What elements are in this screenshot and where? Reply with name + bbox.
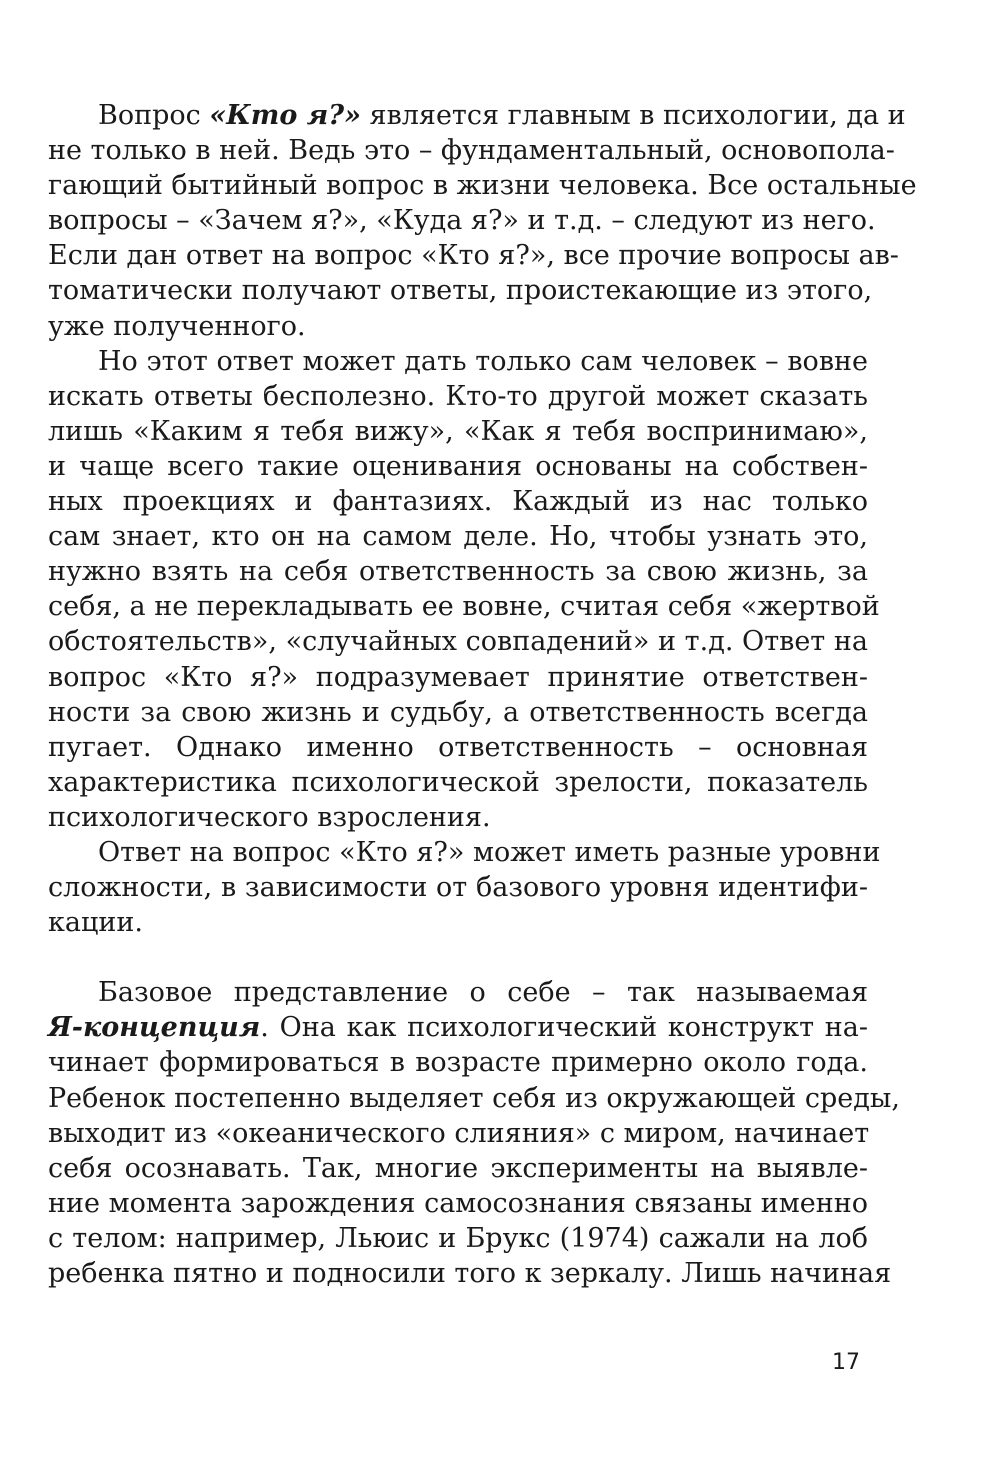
- text-segment: ных проекциях и фантазиях. Каждый из нас только: [48, 486, 868, 518]
- text-segment: Ребенок постепенно выделяет себя из окружающей среды,: [48, 1082, 900, 1114]
- text-line: [48, 133, 895, 168]
- text-segment: пугает. Однако именно ответственность – основная: [48, 731, 868, 763]
- paragraph: [48, 835, 881, 940]
- text-segment: кации.: [48, 907, 143, 939]
- text-line: [48, 1186, 868, 1221]
- text-segment: Если дан ответ на вопрос «Кто я?», все прочие вопросы ав-: [48, 240, 899, 272]
- text-segment: и чаще всего такие оценивания основаны на собствен-: [48, 450, 868, 482]
- text-line: [48, 1081, 900, 1116]
- text-line: [48, 695, 868, 730]
- text-segment: ние момента зарождения самосознания связаны именно: [48, 1187, 868, 1219]
- text-line: [48, 1151, 868, 1186]
- text-line: [48, 519, 868, 554]
- text-segment: томатически получают ответы, проистекающие из этого,: [48, 275, 873, 307]
- text-segment: с телом: например, Льюис и Брукс (1974) сажали на лоб: [48, 1222, 868, 1254]
- text-segment: ности за свою жизнь и судьбу, а ответственность всегда: [48, 696, 868, 728]
- text-line: [48, 238, 899, 273]
- text-line: [48, 379, 868, 414]
- text-segment: психологического взросления.: [48, 801, 491, 833]
- text-line: [48, 344, 868, 379]
- text-segment: Вопрос: [98, 100, 210, 131]
- text-line: [48, 98, 906, 133]
- text-segment: гающий бытийный вопрос в жизни человека. Все остальные: [48, 170, 917, 202]
- text-segment: Базовое представление о себе – так называемая: [98, 977, 868, 1009]
- text-line: [48, 484, 868, 519]
- text-segment: выходит из «океанического слияния» с миром, начинает: [48, 1117, 870, 1149]
- text-line: [48, 800, 868, 835]
- text-line: [48, 975, 868, 1010]
- paragraph: [48, 344, 880, 835]
- text-segment: является главным в психологии, да и: [360, 100, 906, 131]
- page-number: 17: [832, 1350, 860, 1375]
- text-segment: вопрос «Кто я?» подразумевает принятие ответствен-: [48, 661, 868, 693]
- paragraph: [48, 975, 900, 1291]
- text-line: [48, 414, 868, 449]
- text-line: [48, 624, 868, 659]
- paragraph-gap: [48, 940, 868, 975]
- text-line: [48, 589, 880, 624]
- emphasized-term: Я-концепция: [48, 1012, 261, 1044]
- text-segment: Ответ на вопрос «Кто я?» может иметь разные уровни: [98, 836, 881, 868]
- text-segment: ребенка пятно и подносили того к зеркалу. Лишь начиная: [48, 1258, 892, 1289]
- text-segment: не только в ней. Ведь это – фундаментальный, основопола-: [48, 135, 895, 167]
- text-line: [48, 1045, 868, 1080]
- text-segment: лишь «Каким я тебя вижу», «Как я тебя воспринимаю»,: [48, 415, 868, 447]
- text-line: [48, 835, 881, 870]
- text-line: [48, 273, 873, 308]
- text-line: [48, 1221, 868, 1256]
- paragraph: [48, 98, 917, 344]
- text-segment: сложности, в зависимости от базового уровня идентифи-: [48, 872, 868, 904]
- text-line: [48, 309, 868, 344]
- text-line: [48, 905, 868, 940]
- text-segment: обстоятельств», «случайных совпадений» и т.д. Ответ на: [48, 626, 868, 658]
- emphasized-term: «Кто я?»: [209, 100, 361, 131]
- text-segment: себя осознавать. Так, многие эксперименты на выявле-: [48, 1152, 868, 1184]
- text-segment: вопросы – «Зачем я?», «Куда я?» и т.д. – следуют из него.: [48, 205, 876, 237]
- text-line: [48, 730, 868, 765]
- text-segment: искать ответы бесполезно. Кто-то другой может сказать: [48, 380, 868, 412]
- text-segment: сам знает, кто он на самом деле. Но, чтобы узнать это,: [48, 521, 868, 553]
- text-line: [48, 554, 868, 589]
- text-line: [48, 1010, 868, 1045]
- text-line: [48, 1116, 868, 1151]
- text-line: [48, 168, 917, 203]
- text-line: [48, 765, 868, 800]
- text-segment: характеристика психологической зрелости, показатель: [48, 766, 868, 798]
- text-line: [48, 203, 876, 238]
- text-segment: нужно взять на себя ответственность за свою жизнь, за: [48, 556, 868, 588]
- text-line: [48, 1256, 892, 1291]
- text-segment: чинает формироваться в возрасте примерно около года.: [48, 1047, 868, 1079]
- text-line: [48, 870, 868, 905]
- text-segment: себя, а не перекладывать ее вовне, считая себя «жертвой: [48, 591, 880, 623]
- text-segment: . Она как психологический конструкт на-: [260, 1012, 868, 1044]
- text-segment: уже полученного.: [48, 310, 306, 342]
- text-line: [48, 449, 868, 484]
- text-line: [48, 660, 868, 695]
- text-segment: Но этот ответ может дать только сам человек – вовне: [98, 345, 868, 377]
- page-body: [48, 98, 917, 1291]
